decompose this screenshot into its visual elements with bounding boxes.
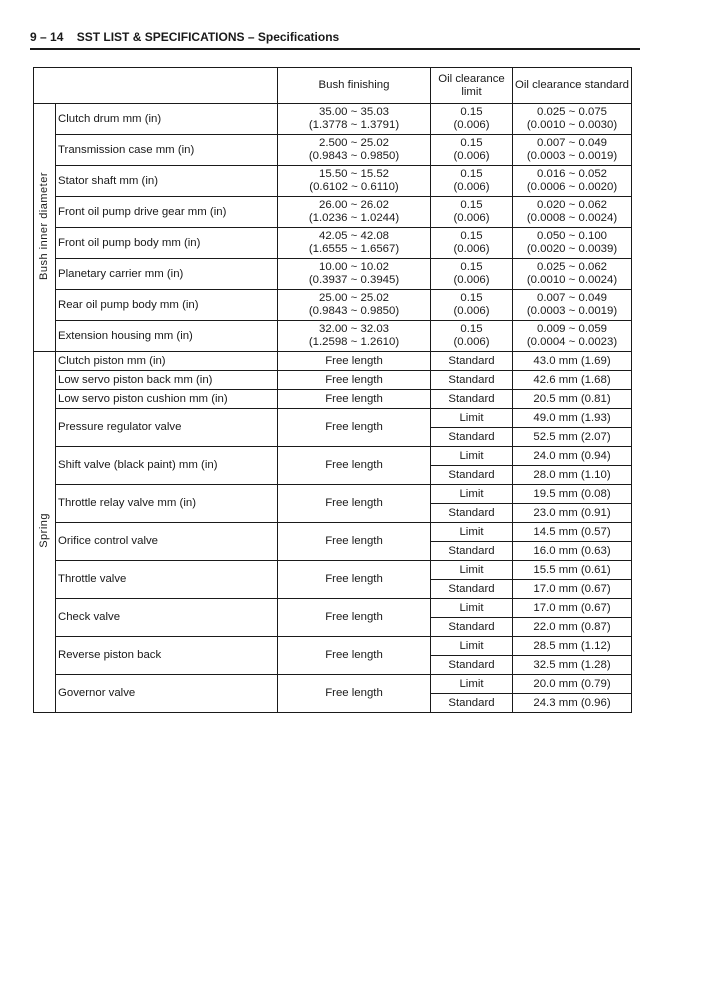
limit-in: (0.006) (453, 119, 490, 131)
table-row (34, 166, 632, 197)
spring-group-label-text: Spring (38, 512, 50, 548)
part-name: Planetary carrier mm (in) (56, 259, 278, 290)
part-name: Low servo piston cushion mm (in) (56, 390, 278, 409)
finish-in: (1.6555 ~ 1.6567) (308, 243, 400, 255)
standard-value: 28.0 mm (1.10) (513, 466, 632, 485)
oil-clearance-limit-value (431, 135, 513, 166)
finish-in: (0.9843 ~ 0.9850) (308, 150, 400, 162)
limit-mm: 0.15 (460, 137, 483, 149)
oil-clearance-limit-value (431, 259, 513, 290)
table-row (34, 104, 632, 135)
table-row (34, 675, 632, 694)
finish-in: (1.3778 ~ 1.3791) (308, 119, 400, 131)
std-mm: 0.020 ~ 0.062 (537, 199, 607, 211)
spring-group-label (34, 352, 56, 713)
bush-finishing-value (278, 259, 431, 290)
standard-value: 24.3 mm (0.96) (513, 694, 632, 713)
standard-value: 32.5 mm (1.28) (513, 656, 632, 675)
limit-label: Limit (431, 523, 513, 542)
table-row (34, 561, 632, 580)
part-name: Front oil pump drive gear mm (in) (56, 197, 278, 228)
standard-value: 16.0 mm (0.63) (513, 542, 632, 561)
limit-label: Limit (431, 599, 513, 618)
finish-in: (1.2598 ~ 1.2610) (308, 336, 400, 348)
limit-in: (0.006) (453, 243, 490, 255)
std-mm: 0.007 ~ 0.049 (537, 137, 607, 149)
bush-finishing-value (278, 290, 431, 321)
standard-label: Standard (431, 694, 513, 713)
limit-in: (0.006) (453, 336, 490, 348)
oil-clearance-limit-value (431, 166, 513, 197)
finish-mm: 42.05 ~ 42.08 (319, 230, 389, 242)
table-row (34, 197, 632, 228)
part-name: Orifice control valve (56, 523, 278, 561)
limit-mm: 0.15 (460, 261, 483, 273)
bush-finishing-value (278, 166, 431, 197)
header-oil-clearance-standard: Oil clearance standard (513, 68, 632, 104)
part-name: Front oil pump body mm (in) (56, 228, 278, 259)
measure: Free length (278, 561, 431, 599)
oil-clearance-standard-value (513, 290, 632, 321)
std-mm: 0.025 ~ 0.075 (537, 106, 607, 118)
std-mm: 0.050 ~ 0.100 (537, 230, 607, 242)
kind-label: Standard (431, 371, 513, 390)
spec-value: 20.5 mm (0.81) (513, 390, 632, 409)
header-oil-clearance-limit: Oil clearance limit (431, 68, 513, 104)
kind-label: Standard (431, 352, 513, 371)
standard-label: Standard (431, 428, 513, 447)
kind-label: Standard (431, 390, 513, 409)
std-in: (0.0003 ~ 0.0019) (526, 150, 618, 162)
specifications-table (33, 67, 632, 713)
std-in: (0.0004 ~ 0.0023) (526, 336, 618, 348)
bush-finishing-value (278, 197, 431, 228)
bush-finishing-value (278, 135, 431, 166)
oil-clearance-limit-value (431, 321, 513, 352)
limit-mm: 0.15 (460, 323, 483, 335)
measure: Free length (278, 371, 431, 390)
finish-mm: 32.00 ~ 32.03 (319, 323, 389, 335)
oil-clearance-standard-value (513, 228, 632, 259)
table-row (34, 637, 632, 656)
part-name: Transmission case mm (in) (56, 135, 278, 166)
finish-in: (0.3937 ~ 0.3945) (308, 274, 400, 286)
subsection-title: – Specifications (247, 30, 340, 44)
limit-value: 20.0 mm (0.79) (513, 675, 632, 694)
part-name: Check valve (56, 599, 278, 637)
header-rule (30, 48, 640, 50)
page-header (30, 30, 640, 44)
table-row (34, 371, 632, 390)
table-header-row (34, 68, 632, 104)
standard-label: Standard (431, 580, 513, 599)
table-row (34, 290, 632, 321)
std-in: (0.0010 ~ 0.0030) (526, 119, 618, 131)
limit-label: Limit (431, 675, 513, 694)
part-name: Rear oil pump body mm (in) (56, 290, 278, 321)
limit-label: Limit (431, 561, 513, 580)
std-in: (0.0008 ~ 0.0024) (526, 212, 618, 224)
oil-clearance-limit-value (431, 290, 513, 321)
standard-value: 17.0 mm (0.67) (513, 580, 632, 599)
standard-value: 22.0 mm (0.87) (513, 618, 632, 637)
spec-value: 42.6 mm (1.68) (513, 371, 632, 390)
std-in: (0.0020 ~ 0.0039) (526, 243, 618, 255)
std-mm: 0.016 ~ 0.052 (537, 168, 607, 180)
std-mm: 0.009 ~ 0.059 (537, 323, 607, 335)
bush-group-label (34, 104, 56, 352)
table-row (34, 390, 632, 409)
limit-mm: 0.15 (460, 168, 483, 180)
standard-label: Standard (431, 618, 513, 637)
oil-clearance-standard-value (513, 104, 632, 135)
table-row (34, 259, 632, 290)
finish-in: (1.0236 ~ 1.0244) (308, 212, 400, 224)
finish-mm: 25.00 ~ 25.02 (319, 292, 389, 304)
oil-clearance-standard-value (513, 259, 632, 290)
part-name: Low servo piston back mm (in) (56, 371, 278, 390)
header-blank (34, 68, 278, 104)
standard-label: Standard (431, 504, 513, 523)
std-in: (0.0003 ~ 0.0019) (526, 305, 618, 317)
oil-clearance-standard-value (513, 321, 632, 352)
limit-label: Limit (431, 409, 513, 428)
part-name: Shift valve (black paint) mm (in) (56, 447, 278, 485)
header-bush-finishing: Bush finishing (278, 68, 431, 104)
std-mm: 0.007 ~ 0.049 (537, 292, 607, 304)
part-name: Clutch piston mm (in) (56, 352, 278, 371)
oil-clearance-limit-value (431, 228, 513, 259)
limit-mm: 0.15 (460, 106, 483, 118)
measure: Free length (278, 390, 431, 409)
part-name: Pressure regulator valve (56, 409, 278, 447)
oil-clearance-limit-value (431, 104, 513, 135)
table-row (34, 523, 632, 542)
part-name: Clutch drum mm (in) (56, 104, 278, 135)
limit-mm: 0.15 (460, 199, 483, 211)
oil-clearance-standard-value (513, 135, 632, 166)
limit-value: 17.0 mm (0.67) (513, 599, 632, 618)
limit-mm: 0.15 (460, 230, 483, 242)
limit-value: 14.5 mm (0.57) (513, 523, 632, 542)
standard-value: 52.5 mm (2.07) (513, 428, 632, 447)
part-name: Throttle valve (56, 561, 278, 599)
limit-in: (0.006) (453, 212, 490, 224)
oil-clearance-standard-value (513, 166, 632, 197)
limit-label: Limit (431, 447, 513, 466)
finish-mm: 26.00 ~ 26.02 (319, 199, 389, 211)
finish-mm: 10.00 ~ 10.02 (319, 261, 389, 273)
table-row (34, 135, 632, 166)
std-in: (0.0010 ~ 0.0024) (526, 274, 618, 286)
measure: Free length (278, 447, 431, 485)
part-name: Throttle relay valve mm (in) (56, 485, 278, 523)
finish-mm: 2.500 ~ 25.02 (319, 137, 389, 149)
table-row (34, 409, 632, 428)
measure: Free length (278, 675, 431, 713)
table-row (34, 599, 632, 618)
limit-label: Limit (431, 485, 513, 504)
measure: Free length (278, 409, 431, 447)
standard-value: 23.0 mm (0.91) (513, 504, 632, 523)
measure: Free length (278, 485, 431, 523)
bush-finishing-value (278, 104, 431, 135)
limit-value: 19.5 mm (0.08) (513, 485, 632, 504)
limit-in: (0.006) (453, 274, 490, 286)
std-mm: 0.025 ~ 0.062 (537, 261, 607, 273)
standard-label: Standard (431, 656, 513, 675)
table-row (34, 228, 632, 259)
standard-label: Standard (431, 466, 513, 485)
limit-in: (0.006) (453, 305, 490, 317)
spec-value: 43.0 mm (1.69) (513, 352, 632, 371)
part-name: Extension housing mm (in) (56, 321, 278, 352)
finish-in: (0.6102 ~ 0.6110) (309, 181, 399, 193)
limit-in: (0.006) (453, 150, 490, 162)
table-row (34, 352, 632, 371)
limit-label: Limit (431, 637, 513, 656)
table-row (34, 321, 632, 352)
limit-mm: 0.15 (460, 292, 483, 304)
page-number: 9 – 14 (30, 30, 64, 44)
finish-in: (0.9843 ~ 0.9850) (308, 305, 400, 317)
limit-value: 28.5 mm (1.12) (513, 637, 632, 656)
part-name: Stator shaft mm (in) (56, 166, 278, 197)
table-row (34, 485, 632, 504)
measure: Free length (278, 599, 431, 637)
section-title: SST LIST & SPECIFICATIONS (76, 30, 245, 44)
finish-mm: 35.00 ~ 35.03 (319, 106, 389, 118)
std-in: (0.0006 ~ 0.0020) (526, 181, 618, 193)
bush-group-label-text: Bush inner diameter (38, 171, 50, 280)
measure: Free length (278, 637, 431, 675)
part-name: Reverse piston back (56, 637, 278, 675)
limit-value: 49.0 mm (1.93) (513, 409, 632, 428)
part-name: Governor valve (56, 675, 278, 713)
table-row (34, 447, 632, 466)
bush-finishing-value (278, 228, 431, 259)
measure: Free length (278, 523, 431, 561)
finish-mm: 15.50 ~ 15.52 (319, 168, 389, 180)
limit-value: 24.0 mm (0.94) (513, 447, 632, 466)
measure: Free length (278, 352, 431, 371)
limit-value: 15.5 mm (0.61) (513, 561, 632, 580)
bush-finishing-value (278, 321, 431, 352)
oil-clearance-limit-value (431, 197, 513, 228)
limit-in: (0.006) (453, 181, 490, 193)
standard-label: Standard (431, 542, 513, 561)
oil-clearance-standard-value (513, 197, 632, 228)
